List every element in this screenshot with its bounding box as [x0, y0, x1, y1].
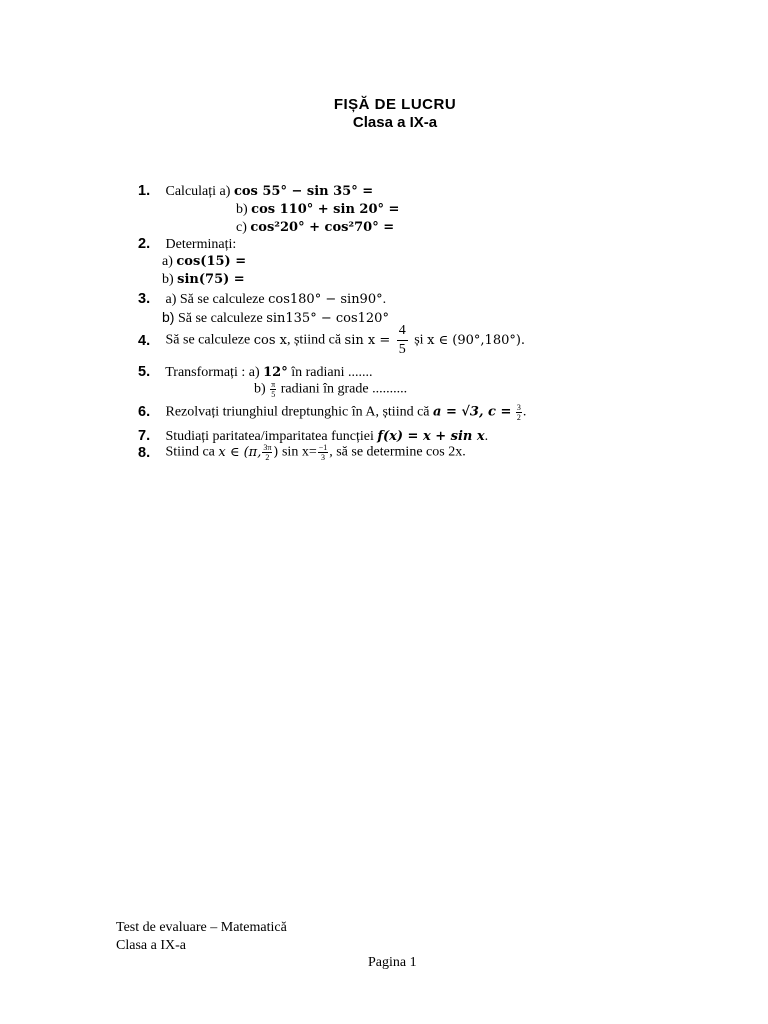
math-expression: ) — [273, 445, 279, 460]
exercise-text: Transformați : a) — [165, 365, 260, 380]
math-expression: a = √3, c = — [433, 404, 512, 420]
math-expression: 12° — [263, 365, 288, 380]
footer-line-2: Clasa a IX-a — [116, 938, 186, 953]
fraction — [262, 443, 272, 462]
fraction — [516, 403, 522, 422]
fraction — [397, 322, 408, 359]
math-expression: cos(15) = — [176, 254, 247, 269]
punctuation: . — [382, 292, 387, 307]
page-title: FIȘĂ DE LUCRU — [333, 96, 457, 113]
fraction-denominator: 5 — [271, 390, 276, 399]
sub-prefix: a) — [219, 184, 231, 199]
exercise-number: 8. — [138, 444, 151, 461]
fraction-numerator: 3π — [263, 443, 272, 452]
fraction-numerator: π — [271, 380, 276, 389]
math-expression: sin(75) = — [177, 272, 245, 287]
math-expression: sin x = — [344, 333, 391, 348]
fraction-denominator: 3 — [320, 453, 325, 462]
exercise-2-a — [162, 254, 246, 270]
footer-line-1: Test de evaluare – Matematică — [116, 920, 287, 935]
exercise-number: 4. — [138, 332, 151, 349]
math-expression: x ∈ (90°,180°). — [427, 333, 526, 348]
fraction-numerator: 3 — [516, 403, 521, 412]
math-expression: cos²20° + cos²70° = — [250, 220, 395, 235]
exercise-text: sin x= — [281, 444, 317, 460]
math-expression: x ∈ (π, — [218, 445, 262, 460]
fraction-numerator: −1 — [318, 443, 328, 452]
exercise-text: Rezolvați triunghiul dreptunghic în A, știind că — [165, 404, 430, 420]
exercise-number: 7. — [138, 428, 151, 444]
exercise-3 — [138, 291, 386, 308]
exercise-text: radiani în grade .......... — [280, 381, 408, 397]
sub-prefix: c) — [236, 220, 247, 235]
fraction-denominator: 5 — [398, 342, 406, 357]
exercise-number: 2. — [138, 236, 151, 252]
exercise-8 — [138, 443, 466, 462]
exercise-5-b — [254, 380, 407, 399]
fraction — [270, 380, 276, 399]
sub-prefix: b) — [162, 309, 175, 325]
exercise-1 — [138, 183, 373, 200]
page-number: Pagina 1 — [368, 955, 417, 970]
exercise-2 — [138, 236, 236, 253]
fraction-numerator: 4 — [397, 322, 408, 341]
sub-prefix: b) — [236, 202, 248, 217]
sub-prefix: b) — [254, 381, 266, 397]
math-expression: cos180° − sin90° — [268, 292, 383, 307]
exercise-text: , știind că — [286, 332, 342, 348]
exercise-number: 1. — [138, 183, 151, 199]
math-expression: cos 55° − sin 35° = — [233, 184, 374, 199]
exercise-label: Calculați — [165, 184, 217, 199]
exercise-1-c — [236, 220, 394, 236]
exercise-2-b — [162, 272, 245, 288]
exercise-4 — [138, 322, 525, 359]
punctuation: . — [484, 429, 489, 444]
exercise-number: 5. — [138, 364, 151, 380]
exercise-1-b — [236, 202, 399, 218]
fraction-denominator: 2 — [516, 413, 521, 422]
math-expression: cos 110° + sin 20° = — [251, 202, 400, 217]
page-subtitle: Clasa a IX-a — [352, 114, 438, 131]
fraction-denominator: 2 — [265, 453, 270, 462]
math-expression: cos x — [253, 333, 287, 348]
fraction — [318, 443, 329, 462]
sub-prefix: b) — [162, 272, 174, 287]
exercise-text: în radiani ....... — [291, 365, 373, 380]
exercise-label: Determinați: — [165, 237, 237, 252]
math-expression: f(x) = x + sin x — [377, 429, 485, 444]
punctuation: . — [522, 404, 527, 420]
exercise-text: , să se determine cos 2x. — [329, 444, 466, 460]
exercise-text: Stiind ca — [165, 444, 215, 460]
exercise-text: Să se calculeze — [177, 311, 263, 326]
exercise-number: 6. — [138, 403, 151, 420]
exercise-5 — [138, 364, 372, 381]
sub-prefix: a) — [162, 254, 173, 269]
exercise-number: 3. — [138, 291, 151, 307]
exercise-text: Să se calculeze — [165, 332, 251, 348]
exercise-6 — [138, 403, 526, 422]
math-expression: sin135° − cos120° — [266, 311, 389, 326]
exercise-text: a) Să se calculeze — [165, 292, 265, 307]
exercise-text: și — [414, 332, 424, 348]
exercise-text: Studiați paritatea/imparitatea funcției — [165, 429, 374, 444]
